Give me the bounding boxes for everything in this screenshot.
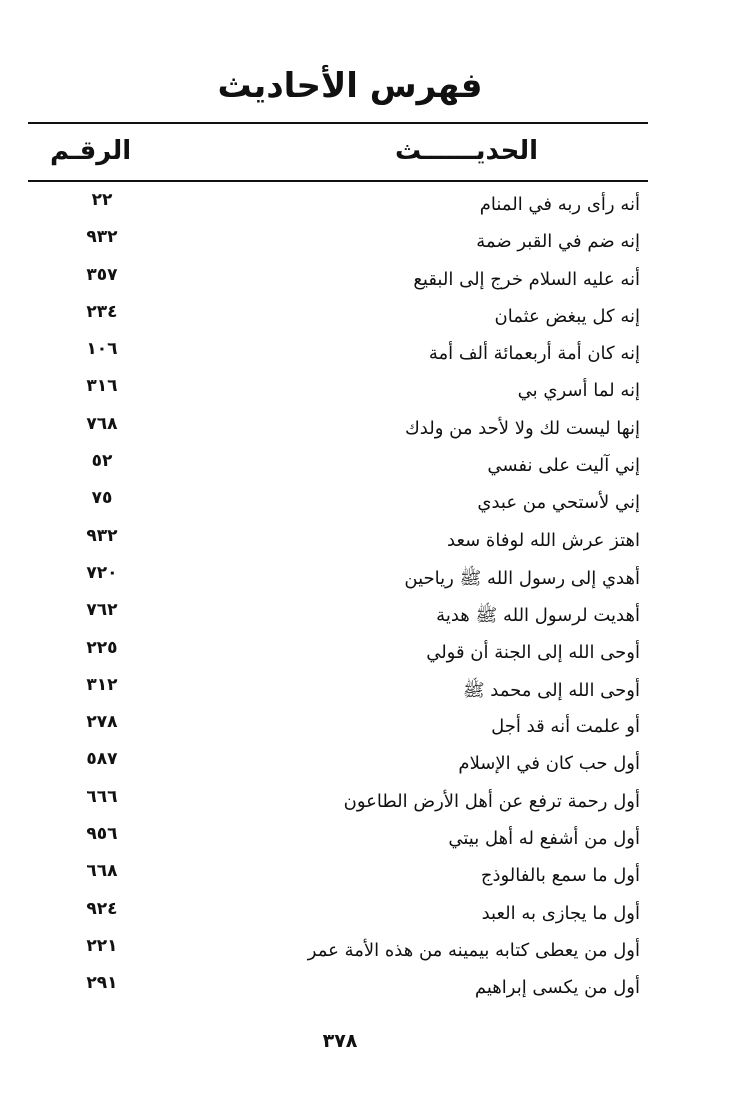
- list-item: [28, 374, 640, 411]
- hadith-number: ٧٦٨: [86, 413, 118, 434]
- hadith-number: ١٠٦: [86, 339, 118, 360]
- list-item: [28, 337, 640, 374]
- hadith-number: ٣١٢: [86, 674, 118, 695]
- list-item: [28, 710, 640, 747]
- list-item: [28, 897, 640, 934]
- list-item: [28, 747, 640, 784]
- list-item: [28, 188, 640, 225]
- list-item: [28, 859, 640, 896]
- hadith-index-list: [28, 188, 640, 1009]
- hadith-number: ٢٢: [91, 190, 113, 210]
- hadith-number: ٥٨٧: [86, 749, 118, 770]
- list-item: [28, 673, 640, 710]
- list-item: [28, 971, 640, 1008]
- list-item: [28, 598, 640, 635]
- hadith-text: أول من يكسى إبراهيم: [474, 977, 640, 999]
- hadith-number: ٦٦٨: [86, 861, 118, 882]
- hadith-text: إنها ليست لك ولا لأحد من ولدك: [404, 417, 640, 439]
- hadith-text: إنه لما أسري بي: [517, 380, 640, 402]
- list-item: [28, 412, 640, 449]
- hadith-number: ٩٥٦: [86, 824, 118, 845]
- list-item: [28, 300, 640, 337]
- hadith-text: أول من أشفع له أهل بيتي: [448, 828, 640, 850]
- hadith-number: ٩٣٢: [86, 525, 118, 546]
- list-item: [28, 225, 640, 262]
- header-bottom-rule: [28, 180, 648, 182]
- hadith-number: ٢٧٨: [86, 712, 118, 733]
- list-item: [28, 934, 640, 971]
- hadith-text: أهدي إلى رسول الله ﷺ رياحين: [404, 567, 640, 589]
- hadith-number: ٢٣٤: [86, 301, 118, 322]
- header-top-rule: [28, 122, 648, 124]
- list-item: [28, 822, 640, 859]
- hadith-text: إنه كان أمة أربعمائة ألف أمة: [428, 343, 640, 365]
- hadith-text: أنه عليه السلام خرج إلى البقيع: [413, 268, 640, 290]
- column-header-number: الرقـم: [50, 136, 132, 166]
- list-item: [28, 561, 640, 598]
- hadith-number: ٧٥: [91, 488, 113, 509]
- hadith-text: أول من يعطى كتابه بيمينه من هذه الأمة عمر: [307, 939, 640, 961]
- hadith-text: إنه كل يبغض عثمان: [494, 305, 640, 327]
- hadith-text: إني لأستحي من عبدي: [477, 492, 640, 514]
- hadith-text: إني آليت على نفسي: [487, 455, 640, 477]
- hadith-text: أهديت لرسول الله ﷺ هدية: [436, 605, 640, 627]
- hadith-text: إنه ضم في القبر ضمة: [476, 231, 640, 253]
- hadith-text: أول ما سمع بالفالوذج: [480, 865, 640, 887]
- list-item: [28, 524, 640, 561]
- list-item: [28, 263, 640, 300]
- hadith-number: ٢٩١: [86, 973, 118, 994]
- hadith-number: ٣١٦: [86, 376, 118, 397]
- column-header-hadith: الحديــــــث: [394, 136, 538, 166]
- page-number: ٣٧٨: [322, 1030, 358, 1052]
- hadith-text: أول ما يجازى به العبد: [481, 902, 640, 924]
- hadith-number: ٧٦٢: [86, 600, 118, 621]
- page-title: فهرس الأحاديث: [217, 66, 483, 106]
- hadith-text: أول رحمة ترفع عن أهل الأرض الطاعون: [343, 790, 640, 812]
- list-item: [28, 449, 640, 486]
- hadith-text: أنه رأى ربه في المنام: [479, 194, 640, 215]
- hadith-text: أوحى الله إلى محمد ﷺ: [462, 679, 640, 701]
- hadith-number: ٢٢٥: [86, 637, 118, 658]
- hadith-number: ٩٢٤: [86, 898, 118, 919]
- list-item: [28, 785, 640, 822]
- hadith-number: ٥٢: [91, 451, 113, 472]
- hadith-text: أو علمت أنه قد أجل: [491, 716, 640, 738]
- hadith-text: أوحى الله إلى الجنة أن قولي: [426, 641, 640, 663]
- list-item: [28, 636, 640, 673]
- hadith-number: ٦٦٦: [86, 786, 118, 807]
- hadith-number: ٩٣٢: [86, 227, 118, 248]
- hadith-text: اهتز عرش الله لوفاة سعد: [447, 529, 640, 551]
- list-item: [28, 486, 640, 523]
- hadith-text: أول حب كان في الإسلام: [458, 753, 640, 775]
- hadith-number: ٣٥٧: [86, 264, 118, 285]
- hadith-number: ٢٢١: [86, 935, 118, 956]
- hadith-number: ٧٢٠: [86, 562, 118, 583]
